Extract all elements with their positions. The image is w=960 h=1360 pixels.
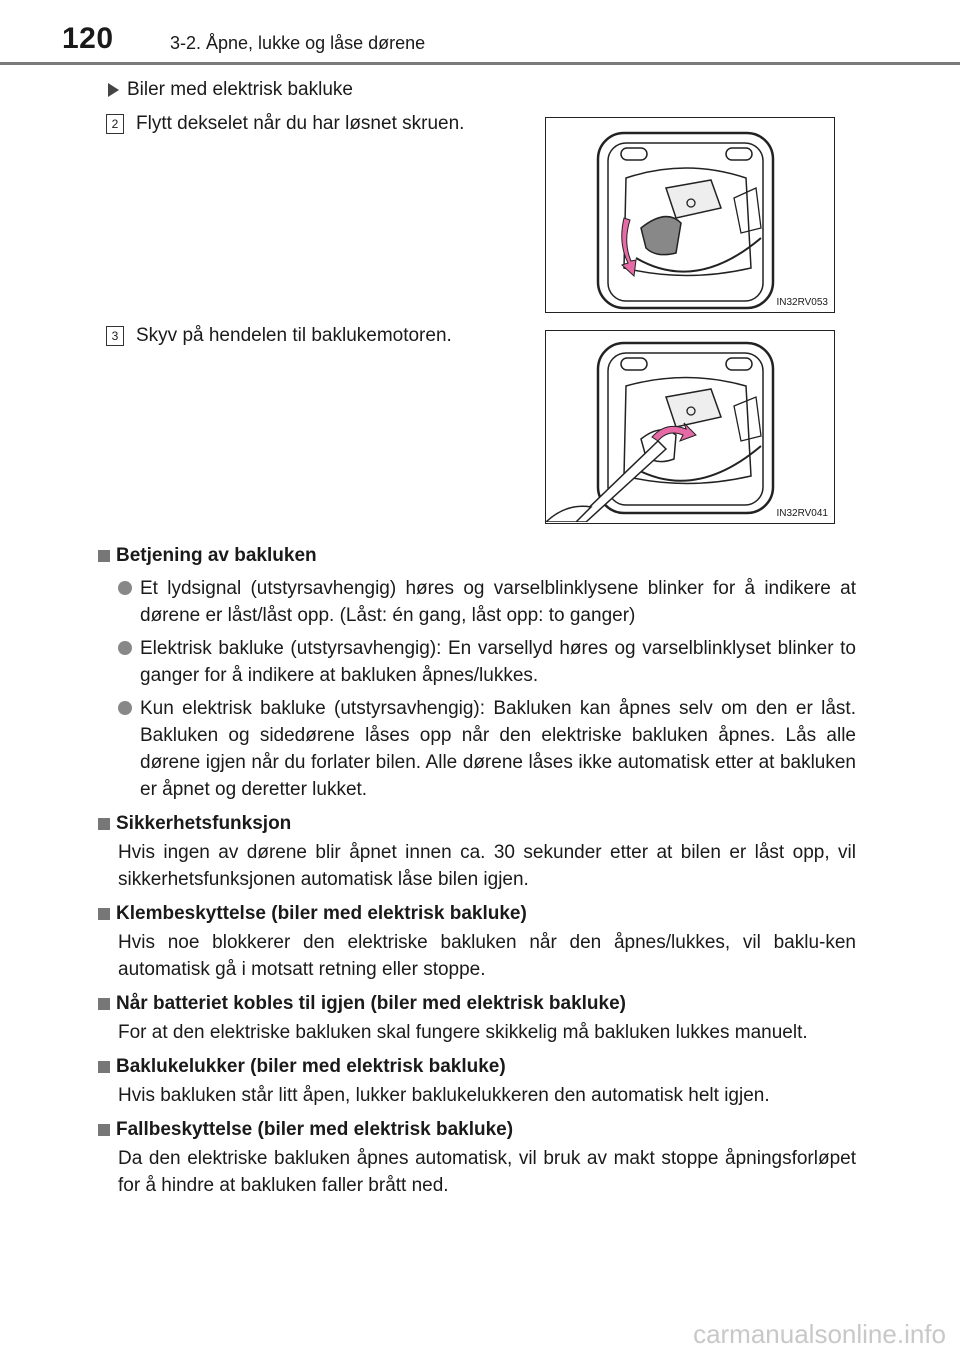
bullet-item [98, 635, 856, 689]
square-bullet-icon [98, 1061, 110, 1073]
section-batteri [98, 990, 856, 1046]
square-bullet-icon [98, 550, 110, 562]
figure-code: IN32RV053 [776, 297, 828, 308]
section-klembeskyttelse [98, 900, 856, 983]
step-2-text: Flytt dekselet når du har løsnet skruen. [136, 113, 465, 134]
watermark: carmanualsonline.info [693, 1319, 946, 1349]
square-bullet-icon [98, 1124, 110, 1136]
section-body: Da den elektriske bakluken åpnes automatisk, vil bruk av makt stoppe åpningsforløpet for å hindre at bakluken faller brått ned. [118, 1148, 856, 1196]
section-title [98, 542, 856, 569]
section-body: Hvis bakluken står litt åpen, lukker baklukelukkeren den automatisk helt igjen. [118, 1085, 770, 1106]
step-3-text: Skyv på hendelen til baklukemotoren. [136, 325, 452, 346]
figure-code: IN32RV041 [776, 508, 828, 519]
bullet-text: Elektrisk bakluke (utstyrsavhengig): En varsellyd høres og varselblinklyset blinker to ganger for å indikere at bakluken åpnes/lukkes. [140, 638, 856, 686]
circle-bullet-icon [118, 701, 132, 715]
section-body: For at den elektriske bakluken skal fungere skikkelig må bakluken lukkes manuelt. [118, 1022, 808, 1043]
section-title-text: Baklukelukker (biler med elektrisk bakluke) [116, 1056, 506, 1077]
section-fallbeskyttelse [98, 1116, 856, 1199]
section-title [98, 1053, 856, 1080]
section-body: Hvis noe blokkerer den elektriske bakluken når den åpnes/lukkes, vil baklu-ken automatisk gå i motsatt retning eller stoppe. [118, 932, 856, 980]
bullet-item [98, 575, 856, 629]
page-number: 120 [62, 22, 114, 55]
section-title-text: Klembeskyttelse (biler med elektrisk bakluke) [116, 903, 527, 924]
chapter-title: 3-2. Åpne, lukke og låse dørene [170, 33, 426, 53]
section-title-text: Betjening av bakluken [116, 545, 317, 566]
section-title [98, 900, 856, 927]
bullet-text: Et lydsignal (utstyrsavhengig) høres og varselblinklysene blinker for å indikere at dørene er låst/låst opp. (Låst: én gang, låst opp: to ganger) [140, 578, 856, 626]
section-title-text: Fallbeskyttelse (biler med elektrisk bakluke) [116, 1119, 514, 1140]
arrow-icon [622, 218, 636, 276]
section-baklukelukker [98, 1053, 856, 1109]
step-2-number: 2 [106, 114, 124, 134]
section-betjening [98, 542, 856, 803]
section-sikkerhetsfunksjon [98, 810, 856, 893]
figure-step-3 [545, 330, 835, 524]
subhead-label: Biler med elektrisk bakluke [127, 79, 353, 100]
subhead [108, 79, 353, 101]
content [98, 542, 856, 1199]
square-bullet-icon [98, 998, 110, 1010]
section-title-text: Sikkerhetsfunksjon [116, 813, 292, 834]
figure-illustration [546, 118, 833, 311]
triangle-bullet-icon [108, 83, 119, 97]
section-title [98, 810, 856, 837]
arrow-icon [652, 423, 696, 441]
section-title [98, 990, 856, 1017]
section-body: Hvis ingen av dørene blir åpnet innen ca. 30 sekunder etter at bilen er låst opp, vil sikkerhetsfunksjonen automatisk låse bilen igjen. [118, 842, 856, 890]
figure-illustration [546, 331, 833, 522]
circle-bullet-icon [118, 581, 132, 595]
figure-step-2 [545, 117, 835, 313]
circle-bullet-icon [118, 641, 132, 655]
step-3-number: 3 [106, 326, 124, 346]
header-rule [0, 62, 960, 65]
section-title [98, 1116, 856, 1143]
section-title-text: Når batteriet kobles til igjen (biler med elektrisk bakluke) [116, 993, 627, 1014]
square-bullet-icon [98, 908, 110, 920]
bullet-text: Kun elektrisk bakluke (utstyrsavhengig): Bakluken kan åpnes selv om den er låst. Bakluken og sidedørene låses opp når den elektriske bakluken åpnes. Lås alle dørene igjen når du forlater bilen. Alle dørene låses ikke automatisk etter at bakluken er åpnet og deretter lukket. [140, 698, 856, 800]
square-bullet-icon [98, 818, 110, 830]
bullet-item [98, 695, 856, 803]
